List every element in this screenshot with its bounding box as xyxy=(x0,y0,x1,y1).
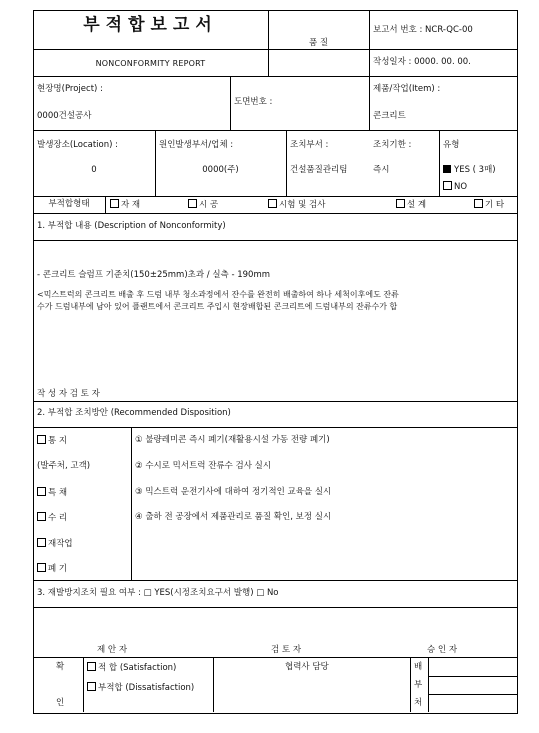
cause-dept-value[interactable]: 0000(주) xyxy=(202,165,239,175)
type-label: 유형 xyxy=(443,140,460,150)
checkbox-icon xyxy=(188,199,197,208)
action-item[interactable]: ④ 출하 전 공장에서 제품관리로 품질 확인, 보정 실시 xyxy=(135,512,332,522)
checkbox-icon xyxy=(474,199,483,208)
checkbox-icon xyxy=(37,563,46,572)
rule xyxy=(230,76,231,130)
rule xyxy=(33,607,517,608)
nc-type-other[interactable]: 기 타 xyxy=(474,199,504,211)
description-line[interactable]: - 콘크리트 슬럼프 기준치(150±25mm)초과 / 실측 - 190mm xyxy=(37,270,271,280)
disposition-notify[interactable]: 통 지 xyxy=(37,435,67,447)
rule xyxy=(155,130,156,196)
description-line[interactable]: <믹스트럭의 콘크리트 배출 후 드럼 내부 청소과정에서 잔수를 완전히 배출하여 하나 세척이후에도 잔류 xyxy=(37,290,399,299)
disposition-repair[interactable]: 수 리 xyxy=(37,512,67,524)
rule xyxy=(33,130,517,131)
reviewer-label: 검 토 자 xyxy=(271,645,302,655)
rule xyxy=(286,130,287,196)
project-value[interactable]: 0000건설공사 xyxy=(37,111,92,121)
rule xyxy=(83,657,84,712)
project-label: 현장명(Project) : xyxy=(37,84,103,94)
rule xyxy=(213,657,214,712)
report-title: 부적합보고서 xyxy=(83,15,218,35)
disposition-special[interactable]: 특 채 xyxy=(37,487,67,499)
action-dept-value[interactable]: 건설품질관리팀 xyxy=(290,165,348,175)
rule xyxy=(410,657,411,712)
cause-dept-label: 원인발생부서/업체 : xyxy=(159,140,234,150)
report-frame xyxy=(33,10,518,714)
location-label: 발생장소(Location) : xyxy=(37,140,118,150)
recurrence-prevention[interactable]: 3. 재발방지조치 필요 여부 : □ YES(시정조치요구서 발행) □ No xyxy=(37,588,279,598)
section1-heading: 1. 부적합 내용 (Description of Nonconformity) xyxy=(37,221,226,231)
approver-label: 승 인 자 xyxy=(427,645,458,655)
section2-heading: 2. 부적합 조치방안 (Recommended Disposition) xyxy=(37,408,231,418)
nc-type-construction[interactable]: 시 공 xyxy=(188,199,218,211)
distribution-label: 처 xyxy=(414,698,423,708)
rule xyxy=(105,196,106,213)
proposer-label: 제 안 자 xyxy=(97,645,128,655)
satisfaction-option[interactable]: 적 합 (Satisfaction) xyxy=(87,662,176,674)
nc-type-material[interactable]: 자 재 xyxy=(110,199,140,211)
checkbox-icon xyxy=(396,199,405,208)
nc-type-test[interactable]: 시험 및 검사 xyxy=(268,199,325,211)
report-date[interactable]: 작성일자 : 0000. 00. 00. xyxy=(373,57,471,67)
rule xyxy=(439,130,440,196)
item-value[interactable]: 콘크리트 xyxy=(373,111,406,121)
action-dept-label: 조치부서 : xyxy=(290,140,329,150)
action-item[interactable]: ② 수시로 믹서트럭 잔류수 검사 실시 xyxy=(135,461,272,471)
rule xyxy=(33,76,517,77)
location-value[interactable]: 0 xyxy=(91,165,97,175)
dissatisfaction-option[interactable]: 부적합 (Dissatisfaction) xyxy=(87,682,194,694)
rule xyxy=(369,49,517,50)
checkbox-icon xyxy=(37,435,46,444)
disposition-discard[interactable]: 폐 기 xyxy=(37,563,67,575)
item-label: 제품/작업(Item) : xyxy=(373,84,441,94)
rule xyxy=(33,427,517,428)
rule xyxy=(428,657,429,712)
checkbox-icon xyxy=(87,682,96,691)
rule xyxy=(33,213,517,214)
checkbox-icon xyxy=(37,538,46,547)
checkbox-icon xyxy=(87,662,96,671)
checkbox-icon xyxy=(443,181,452,190)
deadline-value[interactable]: 즉시 xyxy=(373,165,390,175)
checked-box-icon xyxy=(443,165,451,173)
confirm-label: 인 xyxy=(56,698,65,708)
distribution-label: 배 xyxy=(414,662,423,672)
disposition-rework[interactable]: 재작업 xyxy=(37,538,73,550)
nc-type-label: 부적합형태 xyxy=(48,199,90,209)
confirm-label: 확 xyxy=(56,662,65,672)
checkbox-icon xyxy=(37,512,46,521)
rule xyxy=(33,657,517,658)
checkbox-icon xyxy=(268,199,277,208)
type-yes-option[interactable]: YES ( 3매) xyxy=(443,165,496,176)
rule xyxy=(33,49,369,50)
description-line[interactable]: 수가 드럼내부에 남아 있어 플랜트에서 콘크리트 주입시 현장배합된 콘크리트에 드럼내부의 잔류수가 합 xyxy=(37,302,398,311)
report-number[interactable]: 보고서 번호 : NCR-QC-00 xyxy=(373,25,473,35)
partner-label: 협력사 담당 xyxy=(285,662,329,672)
checkbox-icon xyxy=(37,487,46,496)
distribution-label: 부 xyxy=(414,680,423,690)
rule xyxy=(33,401,517,402)
type-no-option[interactable]: NO xyxy=(443,181,467,193)
rule xyxy=(33,240,517,241)
quality-label: 품 질 xyxy=(308,38,329,48)
action-item[interactable]: ① 불량레미콘 즉시 폐기(재활용시설 가동 전량 폐기) xyxy=(135,435,330,445)
rule xyxy=(428,676,517,677)
action-item[interactable]: ③ 믹스트럭 운전기사에 대하여 정기적인 교육을 실시 xyxy=(135,487,332,497)
drawing-number-label: 도면번호 : xyxy=(234,97,273,107)
nc-type-design[interactable]: 설 계 xyxy=(396,199,426,211)
writer-reviewer: 작 성 자 검 토 자 xyxy=(37,389,100,399)
rule xyxy=(33,580,517,581)
report-subtitle: NONCONFORMITY REPORT xyxy=(95,59,206,68)
disposition-notify-note: (발주처, 고객) xyxy=(37,461,91,471)
checkbox-icon xyxy=(110,199,119,208)
rule xyxy=(131,427,132,580)
rule xyxy=(428,694,517,695)
deadline-label: 조치기한 : xyxy=(373,140,412,150)
rule xyxy=(369,10,370,130)
